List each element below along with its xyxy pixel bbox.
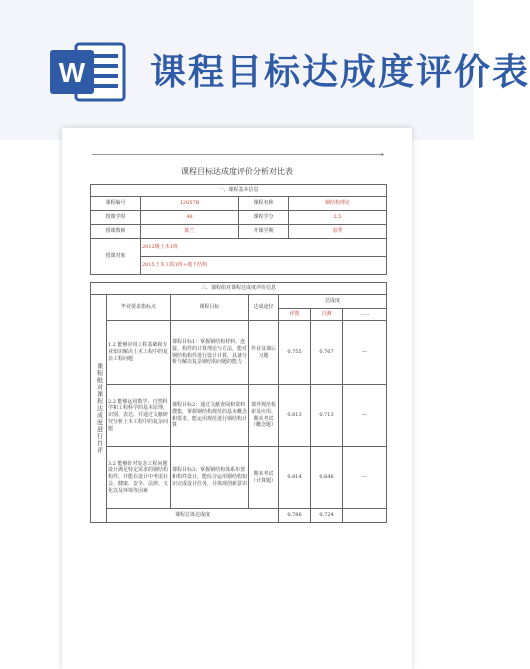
audience-value-1: 2012级土木1班 [141,239,387,257]
row-value-2: 0.646 [311,447,343,509]
total-row [91,509,387,523]
row-value-2: 0.767 [311,321,343,385]
row-requirement: 1.2 能够应用工程基础和专业知识解决土木工程中的复杂工程问题 [107,321,171,385]
hours-label: 授课学时 [91,211,141,225]
row-value-3: — [343,447,387,509]
course-name-label: 课程名称 [239,197,289,211]
col-degree-header: 达成度 [279,295,387,309]
row-value-1: 0.755 [279,321,311,385]
row-objective: 课程目标1：掌握钢结构材料、连接、构件的计算理论与方法，能对钢结构构件进行设计计算，具备分析与解决复杂钢结构问题的能力 [171,321,249,385]
banner-title: 课程目标达成度评价表 [150,52,530,93]
credit-label: 课程学分 [239,211,289,225]
audience-value-2: 2015土木工程1班+地下结构 [141,257,387,275]
rule-mark: ◂ [380,151,384,158]
table-row [91,385,387,447]
basic-info-table [90,184,387,275]
total-label: 课程总体达成度 [107,509,279,523]
total-value-1: 0.786 [279,509,311,523]
teacher-label: 授课教师 [91,225,141,239]
col-objective-header: 课程目标 [171,295,249,321]
table-row [91,321,387,385]
term-label: 开课学期 [239,225,289,239]
header-rule [92,154,384,155]
basic-section-title: 一、课程基本信息 [91,185,387,197]
table-row [91,447,387,509]
hours-value: 48 [141,211,239,225]
course-name-value: 钢结构理论 [289,197,387,211]
term-value: 春季 [289,225,387,239]
document-page [62,128,412,669]
credit-value: 2.5 [289,211,387,225]
row-value-3: — [343,385,387,447]
course-code-value: 12057B [141,197,239,211]
row-objective: 课程目标3：掌握钢结构体系布置和构件设计，能综合运用钢结构知识完成设计任务，并体现创新意识 [171,447,249,509]
course-code-label: 课程编号 [91,197,141,211]
analysis-table [90,282,387,523]
row-value-3: — [343,321,387,385]
teacher-value: 陈兰 [141,225,239,239]
analysis-section-title: 三、课程组对课程达成度评价信息 [91,283,387,295]
audience-label: 授课对象 [91,239,141,275]
col-requirement-header: 毕业要求指标点 [107,295,171,321]
header-banner [0,0,530,140]
sub-col-eval: 评教 [279,309,311,321]
row-requirement: 3.2 能够针对复杂工程问题设计满足特定需求的钢结构构件，并能在设计中考虑社会、健康、安全、法律、文化以及环境等因素 [107,447,171,509]
row-value-2: 0.713 [311,385,343,447]
row-value-1: 0.813 [279,385,311,447]
total-value-2: 0.724 [311,509,343,523]
row-method: 期末考试（计算题） [249,447,279,509]
document-title: 课程目标达成度评价分析对比表 [181,167,293,176]
logo-letter: W [58,57,86,88]
row-requirement: 2.2 能够运用数学、自然科学和工程科学的基本原理，识别、表达、并通过文献研究分析土木工程中的复杂问题 [107,385,171,447]
row-method: 课外规范检索及应用、期末考试（概念题） [249,385,279,447]
word-logo-icon [48,40,128,104]
row-objective: 课程目标2：通过文献查阅和资料搜集，掌握钢结构规范的基本概念和要求，能运用规范进行钢结构计算 [171,385,249,447]
self-eval-side-label: 课程组对课程达成度进行自评 [91,295,107,523]
row-method: 作业及课后习题 [249,321,279,385]
sub-col-more: …… [343,309,387,321]
row-value-1: 0.814 [279,447,311,509]
sub-col-self: 自测 [311,309,343,321]
col-method-header: 达成途径 [249,295,279,321]
total-value-3 [343,509,387,523]
